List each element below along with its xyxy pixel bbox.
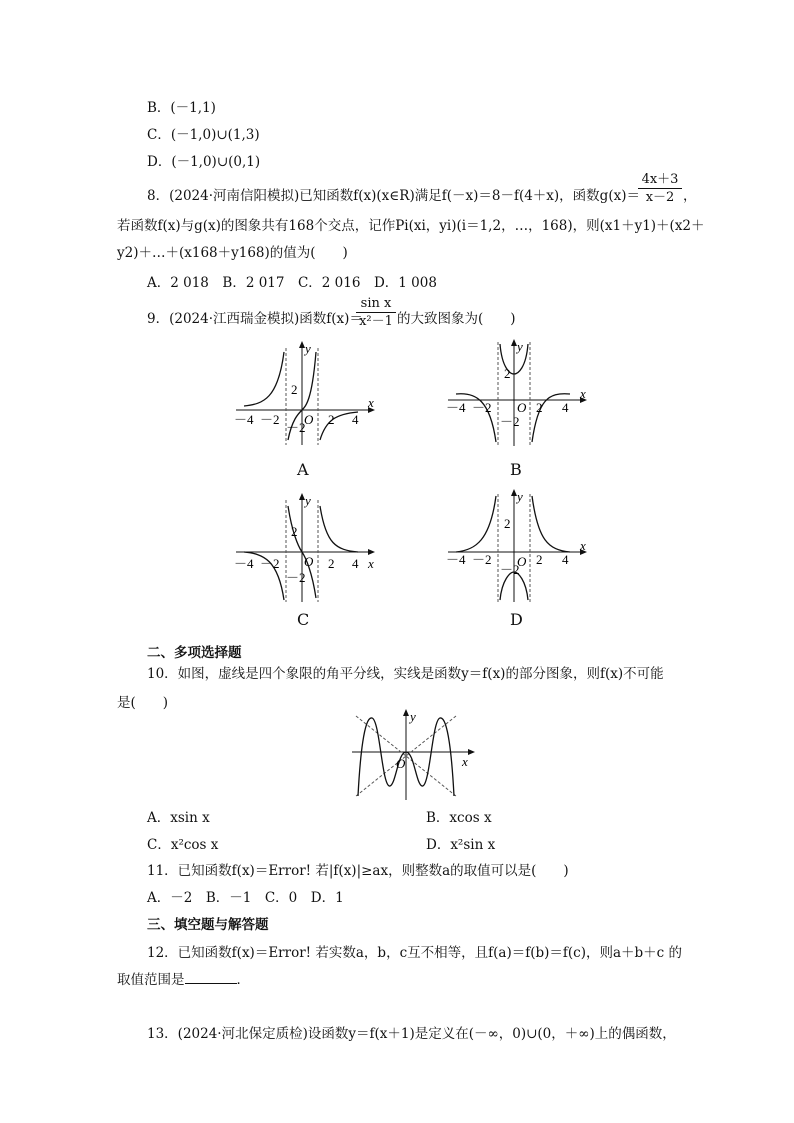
graph-b-x-tick-1: －4 <box>446 400 466 415</box>
graph-d-x-tick-1: －4 <box>446 552 466 567</box>
graph-c-x-tick-2: －2 <box>260 556 280 571</box>
q12-answer-blank[interactable] <box>185 971 237 984</box>
graph-a-x-tick-2: －2 <box>260 412 280 427</box>
q10-stem-b: 是( ) <box>117 695 169 711</box>
graph-c <box>228 492 378 606</box>
graph-d <box>440 488 590 606</box>
q8-options: A．2 018 B．2 017 C．2 016 D．1 008 <box>147 275 437 291</box>
graph-c-y-tick-neg: －2 <box>286 570 306 585</box>
graph-a-x-tick-1: －4 <box>234 412 254 427</box>
graph-b-x-tick-4: 4 <box>562 400 569 415</box>
graph-d-caption: D <box>510 610 523 629</box>
graph-c-x-tick-4: 4 <box>352 556 359 571</box>
graph-d-x-tick-3: 2 <box>536 552 543 567</box>
section-2-heading: 二、多项选择题 <box>147 645 242 661</box>
graph-d-x-label: x <box>580 538 586 553</box>
graph-b-x-label: x <box>580 386 586 401</box>
graph-a-x-label: x <box>368 395 374 410</box>
graph-a-y-tick-neg: －2 <box>286 420 306 435</box>
q8-stem-a-end: ， <box>683 188 697 204</box>
graph-d-y-tick-neg: －2 <box>500 562 520 577</box>
graph-a-x-tick-3: 2 <box>328 412 335 427</box>
q13-stem: 13．(2024·河北保定质检)设函数y＝f(x＋1)是定义在(－∞，0)∪(0，＋∞)上的偶函数， <box>147 1026 676 1042</box>
q9-stem-b: 的大致图象为( ) <box>397 311 516 327</box>
graph-c-y-label: y <box>305 493 311 508</box>
graph-d-x-tick-4: 4 <box>562 552 569 567</box>
graph-b-origin: O <box>517 400 527 415</box>
q11-stem: 11．已知函数f(x)＝Error! 若|f(x)|≥ax，则整数a的取值可以是( ) <box>147 863 569 879</box>
q12-stem-a: 12．已知函数f(x)＝Error! 若实数a，b，c互不相等，且f(a)＝f(b)＝f(c)，则a＋b＋c 的 <box>147 945 683 961</box>
q9-fraction <box>356 296 396 329</box>
graph-b-x-tick-3: 2 <box>536 400 543 415</box>
graph-b-y-label: y <box>517 339 523 354</box>
q8-frac-den: x－2 <box>645 190 675 205</box>
q8-frac-num: 4x＋3 <box>641 172 679 187</box>
q7-option-d: D．(－1,0)∪(0,1) <box>147 154 261 170</box>
graph-c-origin: O <box>304 554 314 569</box>
q7-option-c: C．(－1,0)∪(1,3) <box>147 127 260 143</box>
q10-option-b: B．xcos x <box>426 810 492 826</box>
q10-x-label: x <box>462 754 468 769</box>
graph-b-y-tick-pos: 2 <box>504 366 511 381</box>
graph-b-caption: B <box>510 460 522 479</box>
graph-a-x-tick-4: 4 <box>352 412 359 427</box>
q10-option-c: C．x²cos x <box>147 837 219 853</box>
section-3-heading: 三、填空题与解答题 <box>147 917 269 933</box>
q9-stem-a: 9．(2024·江西瑞金模拟)函数f(x)＝ <box>147 311 363 327</box>
graph-a-caption: A <box>297 460 309 479</box>
graph-c-x-tick-3: 2 <box>328 556 335 571</box>
graph-c-y-tick-pos: 2 <box>291 524 298 539</box>
graph-b <box>440 338 590 450</box>
graph-c-x-tick-1: －4 <box>234 556 254 571</box>
q8-fraction <box>638 172 682 205</box>
q8-stem-c: y2)＋…＋(x168＋y168)的值为( ) <box>117 245 348 261</box>
q10-option-a: A．xsin x <box>147 810 210 826</box>
graph-c-caption: C <box>297 610 310 629</box>
q12-stem-b: 取值范围是 ． <box>117 972 250 988</box>
graph-d-origin: O <box>517 554 527 569</box>
q10-origin: O <box>396 756 406 771</box>
q10-option-d: D．x²sin x <box>426 837 496 853</box>
graph-d-y-label: y <box>517 489 523 504</box>
graph-a-y-tick-pos: 2 <box>291 382 298 397</box>
graph-d-y-tick-pos: 2 <box>504 516 511 531</box>
q10-graph <box>350 708 480 804</box>
graph-a-origin: O <box>304 412 314 427</box>
graph-c-x-label: x <box>368 556 374 571</box>
q11-options: A．－2 B．－1 C．0 D．1 <box>147 890 344 906</box>
q8-stem-b: 若函数f(x)与g(x)的图象共有168个交点，记作Pi(xi，yi)(i＝1,2，…，168)，则(x1＋y1)＋(x2＋ <box>117 218 705 234</box>
q9-frac-num: sin x <box>360 296 392 311</box>
graph-a-y-label: y <box>305 341 311 356</box>
q8-stem-a: 8．(2024·河南信阳模拟)已知函数f(x)(x∈R)满足f(－x)＝8－f(4＋x)，函数g(x)＝ <box>147 188 640 204</box>
q10-stem-a: 10．如图，虚线是四个象限的角平分线，实线是函数y＝f(x)的部分图象，则f(x)不可能 <box>147 666 664 682</box>
graph-b-x-tick-2: －2 <box>472 400 492 415</box>
graph-a <box>228 340 378 450</box>
q10-y-label: y <box>410 709 416 724</box>
q9-frac-den: x²－1 <box>359 314 393 329</box>
graph-b-y-tick-neg: －2 <box>500 414 520 429</box>
q7-option-b: B．(－1,1) <box>147 100 216 116</box>
graph-d-x-tick-2: －2 <box>472 552 492 567</box>
